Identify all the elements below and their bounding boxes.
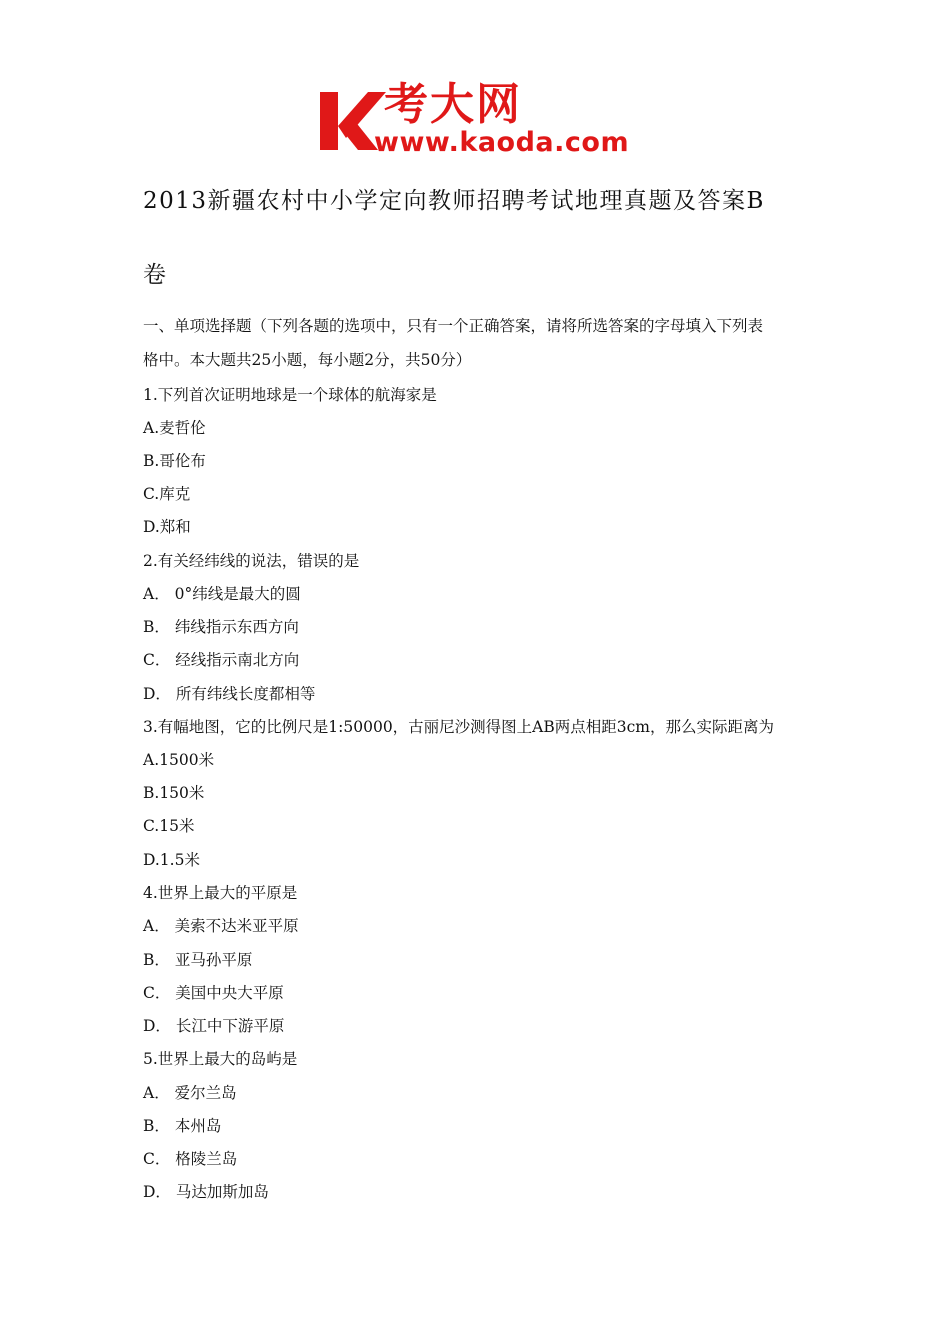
question-1-option-d: D.郑和 <box>143 518 191 536</box>
question-4-option-b: B． 亚马孙平原 <box>143 951 253 969</box>
question-3-stem: 3.有幅地图，它的比例尺是1:50000，古丽尼沙测得图上AB两点相距3cm，那么实际距离为 <box>143 718 775 736</box>
question-1-option-b: B.哥伦布 <box>143 452 206 470</box>
question-2-option-c: C． 经线指示南北方向 <box>143 651 300 669</box>
question-4-option-a: A． 美索不达米亚平原 <box>143 917 299 935</box>
question-5-option-a: A． 爱尔兰岛 <box>143 1084 237 1102</box>
question-3-option-b: B.150米 <box>143 784 205 802</box>
question-4-stem: 4.世界上最大的平原是 <box>143 884 298 902</box>
question-5-option-d: D． 马达加斯加岛 <box>143 1183 269 1201</box>
question-3-option-c: C.15米 <box>143 817 195 835</box>
page-title-continued: 卷 <box>143 262 166 288</box>
question-1-option-c: C.库克 <box>143 485 191 503</box>
question-3-option-a: A.1500米 <box>143 751 215 769</box>
question-2-option-b: B． 纬线指示东西方向 <box>143 618 299 636</box>
question-4-option-d: D． 长江中下游平原 <box>143 1017 285 1035</box>
question-4-option-c: C． 美国中央大平原 <box>143 984 284 1002</box>
question-5-stem: 5.世界上最大的岛屿是 <box>143 1050 298 1068</box>
section-intro-line-1: 一、单项选择题（下列各题的选项中，只有一个正确答案，请将所选答案的字母填入下列表 <box>143 317 764 335</box>
question-3-option-d: D.1.5米 <box>143 851 200 869</box>
question-2-option-a: A． 0°纬线是最大的圆 <box>143 585 301 603</box>
question-5-option-b: B． 本州岛 <box>143 1117 222 1135</box>
question-1-option-a: A.麦哲伦 <box>143 419 206 437</box>
question-2-stem: 2.有关经纬线的说法，错误的是 <box>143 552 360 570</box>
question-1-stem: 1.下列首次证明地球是一个球体的航海家是 <box>143 386 437 404</box>
question-2-option-d: D． 所有纬线长度都相等 <box>143 685 316 703</box>
logo-url-text: www.kaoda.com <box>374 127 630 158</box>
logo-chinese-text: 考大网 <box>384 79 522 130</box>
question-5-option-c: C． 格陵兰岛 <box>143 1150 238 1168</box>
page-title: 2013新疆农村中小学定向教师招聘考试地理真题及答案B <box>143 188 765 214</box>
kaoda-logo <box>316 80 640 160</box>
section-intro-line-2: 格中。本大题共25小题，每小题2分，共50分） <box>143 351 472 369</box>
